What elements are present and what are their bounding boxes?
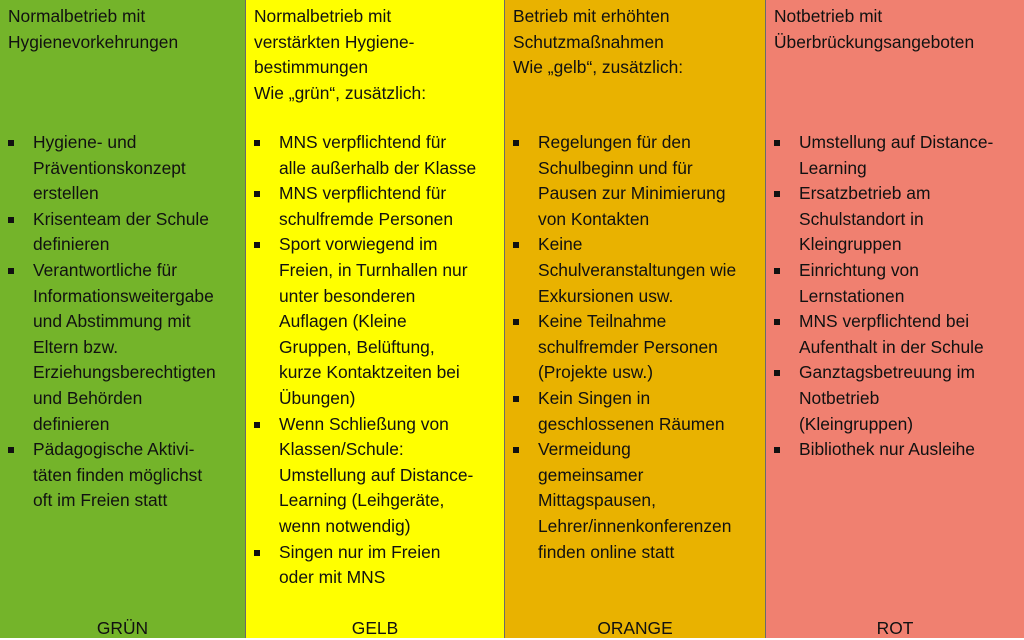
measure-item-text: wenn notwendig) xyxy=(279,515,411,536)
measure-item-text: Wenn Schließung von xyxy=(279,413,449,434)
measure-item-text: Krisenteam der Schule xyxy=(33,208,209,229)
column-header-line: Normalbetrieb mit xyxy=(254,6,392,26)
column-orange xyxy=(505,0,766,638)
column-header-line: Überbrückungsangeboten xyxy=(774,31,975,52)
column-footer-label: GELB xyxy=(351,618,399,638)
square-bullet-icon xyxy=(513,396,519,402)
measure-item-text: Bibliothek nur Ausleihe xyxy=(799,439,975,460)
column-footer-label: GRÜN xyxy=(96,618,149,638)
measure-item xyxy=(254,130,500,181)
square-bullet-icon xyxy=(774,370,780,376)
measure-item-text: alle außerhalb der Klasse xyxy=(279,157,477,178)
measure-item-text: und Behörden xyxy=(33,387,143,408)
column-header-line: Notbetrieb mit xyxy=(774,6,883,26)
square-bullet-icon xyxy=(254,422,260,428)
measure-item-text: Ganztagsbetreuung im xyxy=(799,362,975,383)
measure-item-text: Pädagogische Aktivi- xyxy=(33,439,195,460)
measure-item-text: Keine xyxy=(538,234,583,255)
measure-item-text: Kleingruppen xyxy=(799,234,902,255)
measure-item-text: Regelungen für den xyxy=(538,132,691,152)
measure-item-text: von Kontakten xyxy=(538,208,650,229)
measure-item xyxy=(774,258,1020,309)
measure-item-text: Schulbeginn und für xyxy=(538,157,693,178)
measure-item xyxy=(774,360,1020,437)
measure-item-text: Lernstationen xyxy=(799,285,905,306)
square-bullet-icon xyxy=(8,140,14,146)
measure-item-text: kurze Kontaktzeiten bei xyxy=(279,362,460,383)
measure-item-text: definieren xyxy=(33,234,110,255)
measure-item-text: täten finden möglichst xyxy=(33,464,203,485)
measure-item xyxy=(254,232,500,411)
measure-item-text: Pausen zur Minimierung xyxy=(538,183,726,204)
measure-item-text: Hygiene- und xyxy=(33,132,137,152)
square-bullet-icon xyxy=(254,140,260,146)
square-bullet-icon xyxy=(513,242,519,248)
column-footer-label: ORANGE xyxy=(597,618,673,638)
measure-item xyxy=(513,386,761,437)
measure-item-text: Freien, in Turnhallen nur xyxy=(279,259,468,280)
measure-item xyxy=(774,309,1020,360)
column-header-line: verstärkten Hygiene- xyxy=(254,31,415,52)
measure-item-text: finden online statt xyxy=(538,541,675,562)
square-bullet-icon xyxy=(8,217,14,223)
measure-item xyxy=(513,309,761,386)
column-header xyxy=(254,4,498,106)
measure-item-text: schulfremder Personen xyxy=(538,336,718,357)
square-bullet-icon xyxy=(513,140,519,146)
measure-item-text: Notbetrieb xyxy=(799,387,880,408)
measure-item-text: Eltern bzw. xyxy=(33,336,119,357)
measure-item-text: Klassen/Schule: xyxy=(279,439,404,460)
square-bullet-icon xyxy=(254,550,260,556)
column-header-line: Betrieb mit erhöhten xyxy=(513,6,670,26)
measure-item-text: Keine Teilnahme xyxy=(538,311,667,332)
measure-item-text: definieren xyxy=(33,413,110,434)
measure-item-text: gemeinsamer xyxy=(538,464,644,485)
measure-item-text: Umstellung auf Distance- xyxy=(799,132,994,152)
measure-item xyxy=(774,130,1020,181)
column-header xyxy=(8,4,239,55)
measure-item xyxy=(8,437,241,514)
square-bullet-icon xyxy=(774,447,780,453)
measure-item-text: oder mit MNS xyxy=(279,567,386,588)
measure-item xyxy=(254,412,500,540)
square-bullet-icon xyxy=(8,268,14,274)
measure-item-text: Umstellung auf Distance- xyxy=(279,464,474,485)
measure-item-text: Learning (Leihgeräte, xyxy=(279,490,445,511)
column-header-line: Normalbetrieb mit xyxy=(8,6,146,26)
column-rot xyxy=(766,0,1024,638)
column-gelb xyxy=(246,0,505,638)
measure-item-text: MNS verpflichtend bei xyxy=(799,311,970,332)
measure-item-text: und Abstimmung mit xyxy=(33,311,191,332)
measure-item-text: Einrichtung von xyxy=(799,259,919,280)
measure-item-text: erstellen xyxy=(33,183,99,204)
measure-item xyxy=(8,130,241,207)
measure-item-text: Vermeidung xyxy=(538,439,631,460)
measure-item xyxy=(8,207,241,258)
measure-item-text: Ersatzbetrieb am xyxy=(799,183,931,204)
column-header-line: Schutzmaßnahmen xyxy=(513,31,664,52)
measure-item-text: Informationsweitergabe xyxy=(33,285,214,306)
column-header xyxy=(774,4,1018,55)
measure-item-text: Schulstandort in xyxy=(799,208,924,229)
square-bullet-icon xyxy=(774,319,780,325)
square-bullet-icon xyxy=(8,447,14,453)
measure-item-text: Lehrer/innenkonferenzen xyxy=(538,515,732,536)
column-footer-label: ROT xyxy=(876,618,914,638)
measure-item-text: Gruppen, Belüftung, xyxy=(279,336,435,357)
measure-item xyxy=(774,437,1020,463)
square-bullet-icon xyxy=(774,191,780,197)
measure-item xyxy=(774,181,1020,258)
square-bullet-icon xyxy=(513,447,519,453)
measure-item-text: Singen nur im Freien xyxy=(279,541,441,562)
measure-item xyxy=(513,232,761,309)
column-header-line: bestimmungen xyxy=(254,57,369,78)
measure-item xyxy=(513,130,761,232)
measure-item-text: Erziehungsberechtigten xyxy=(33,362,216,383)
measure-item-text: Auflagen (Kleine xyxy=(279,311,407,332)
measure-item-text: Übungen) xyxy=(279,387,356,408)
column-header xyxy=(513,4,759,81)
column-header-line: Wie „gelb“, zusätzlich: xyxy=(513,57,684,78)
measure-item-text: schulfremde Personen xyxy=(279,208,453,229)
column-gruen xyxy=(0,0,246,638)
measure-item-text: Exkursionen usw. xyxy=(538,285,674,306)
square-bullet-icon xyxy=(774,140,780,146)
measure-item xyxy=(254,181,500,232)
column-header-line: Hygienevorkehrungen xyxy=(8,31,179,52)
square-bullet-icon xyxy=(774,268,780,274)
square-bullet-icon xyxy=(254,191,260,197)
measure-item-text: (Kleingruppen) xyxy=(799,413,914,434)
measure-item-text: unter besonderen xyxy=(279,285,416,306)
measure-item-text: Verantwortliche für xyxy=(33,259,178,280)
square-bullet-icon xyxy=(254,242,260,248)
measure-item-text: Sport vorwiegend im xyxy=(279,234,438,255)
measure-item xyxy=(254,540,500,591)
measure-list xyxy=(8,130,241,514)
measure-item-text: Mittagspausen, xyxy=(538,490,656,511)
measure-item-text: Kein Singen in xyxy=(538,387,651,408)
measure-item-text: Aufenthalt in der Schule xyxy=(799,336,984,357)
square-bullet-icon xyxy=(513,319,519,325)
measure-item-text: Learning xyxy=(799,157,867,178)
measure-item xyxy=(513,437,761,565)
measure-list xyxy=(513,130,761,565)
measure-item-text: MNS verpflichtend für xyxy=(279,132,447,152)
column-header-line: Wie „grün“, zusätzlich: xyxy=(254,82,427,103)
measure-item-text: MNS verpflichtend für xyxy=(279,183,447,204)
measure-list xyxy=(254,130,500,591)
measure-item-text: oft im Freien statt xyxy=(33,490,168,511)
measure-item-text: (Projekte usw.) xyxy=(538,362,654,383)
measure-item xyxy=(8,258,241,437)
measure-item-text: geschlossenen Räumen xyxy=(538,413,725,434)
measure-item-text: Schulveranstaltungen wie xyxy=(538,259,737,280)
measure-item-text: Präventionskonzept xyxy=(33,157,186,178)
measure-list xyxy=(774,130,1020,463)
